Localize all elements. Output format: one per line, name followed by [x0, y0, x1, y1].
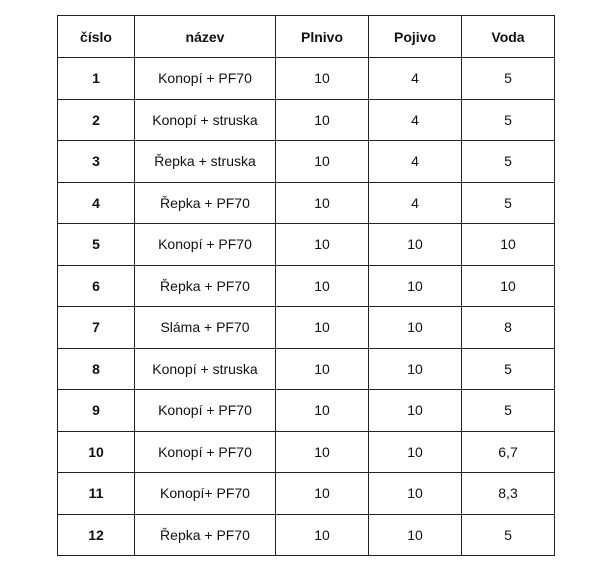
- cell-cislo: 3: [58, 141, 135, 183]
- cell-pojivo: 4: [369, 182, 462, 224]
- cell-plnivo: 10: [276, 348, 369, 390]
- cell-nazev: Konopí + struska: [135, 99, 276, 141]
- cell-cislo: 10: [58, 431, 135, 473]
- cell-pojivo: 10: [369, 514, 462, 556]
- mixture-table: [57, 15, 555, 556]
- table-row: [58, 307, 555, 349]
- cell-pojivo: 10: [369, 348, 462, 390]
- cell-plnivo: 10: [276, 182, 369, 224]
- cell-pojivo: 4: [369, 58, 462, 100]
- cell-voda: 5: [462, 141, 555, 183]
- table-row: [58, 390, 555, 432]
- cell-nazev: Řepka + PF70: [135, 514, 276, 556]
- header-voda: Voda: [462, 16, 555, 58]
- header-pojivo: Pojivo: [369, 16, 462, 58]
- cell-voda: 5: [462, 514, 555, 556]
- cell-voda: 5: [462, 390, 555, 432]
- header-cislo: číslo: [58, 16, 135, 58]
- table-row: [58, 224, 555, 266]
- cell-pojivo: 10: [369, 265, 462, 307]
- table-row: [58, 348, 555, 390]
- cell-cislo: 1: [58, 58, 135, 100]
- cell-cislo: 6: [58, 265, 135, 307]
- cell-cislo: 2: [58, 99, 135, 141]
- header-plnivo: Plnivo: [276, 16, 369, 58]
- cell-voda: 8,3: [462, 473, 555, 515]
- cell-plnivo: 10: [276, 224, 369, 266]
- cell-nazev: Konopí + PF70: [135, 58, 276, 100]
- cell-nazev: Sláma + PF70: [135, 307, 276, 349]
- cell-plnivo: 10: [276, 390, 369, 432]
- table-row: [58, 514, 555, 556]
- cell-plnivo: 10: [276, 514, 369, 556]
- cell-pojivo: 10: [369, 473, 462, 515]
- table-row: [58, 141, 555, 183]
- cell-pojivo: 10: [369, 224, 462, 266]
- cell-nazev: Konopí + PF70: [135, 431, 276, 473]
- cell-nazev: Konopí+ PF70: [135, 473, 276, 515]
- cell-plnivo: 10: [276, 431, 369, 473]
- table-header-row: [58, 16, 555, 58]
- cell-cislo: 9: [58, 390, 135, 432]
- cell-voda: 5: [462, 99, 555, 141]
- cell-plnivo: 10: [276, 99, 369, 141]
- cell-voda: 10: [462, 265, 555, 307]
- cell-voda: 8: [462, 307, 555, 349]
- cell-nazev: Konopí + PF70: [135, 224, 276, 266]
- cell-pojivo: 10: [369, 390, 462, 432]
- cell-voda: 6,7: [462, 431, 555, 473]
- cell-plnivo: 10: [276, 58, 369, 100]
- cell-cislo: 5: [58, 224, 135, 266]
- cell-voda: 5: [462, 182, 555, 224]
- cell-pojivo: 10: [369, 307, 462, 349]
- cell-pojivo: 4: [369, 141, 462, 183]
- table-row: [58, 473, 555, 515]
- table-row: [58, 99, 555, 141]
- cell-nazev: Konopí + struska: [135, 348, 276, 390]
- cell-plnivo: 10: [276, 473, 369, 515]
- table-row: [58, 182, 555, 224]
- cell-nazev: Řepka + struska: [135, 141, 276, 183]
- cell-cislo: 8: [58, 348, 135, 390]
- cell-pojivo: 10: [369, 431, 462, 473]
- header-nazev: název: [135, 16, 276, 58]
- table-row: [58, 431, 555, 473]
- cell-nazev: Řepka + PF70: [135, 265, 276, 307]
- cell-pojivo: 4: [369, 99, 462, 141]
- cell-cislo: 7: [58, 307, 135, 349]
- cell-plnivo: 10: [276, 265, 369, 307]
- table-row: [58, 265, 555, 307]
- cell-cislo: 11: [58, 473, 135, 515]
- table-body: [58, 58, 555, 556]
- cell-plnivo: 10: [276, 307, 369, 349]
- table-row: [58, 58, 555, 100]
- cell-cislo: 4: [58, 182, 135, 224]
- cell-plnivo: 10: [276, 141, 369, 183]
- cell-voda: 10: [462, 224, 555, 266]
- cell-voda: 5: [462, 58, 555, 100]
- cell-cislo: 12: [58, 514, 135, 556]
- cell-nazev: Řepka + PF70: [135, 182, 276, 224]
- cell-voda: 5: [462, 348, 555, 390]
- cell-nazev: Konopí + PF70: [135, 390, 276, 432]
